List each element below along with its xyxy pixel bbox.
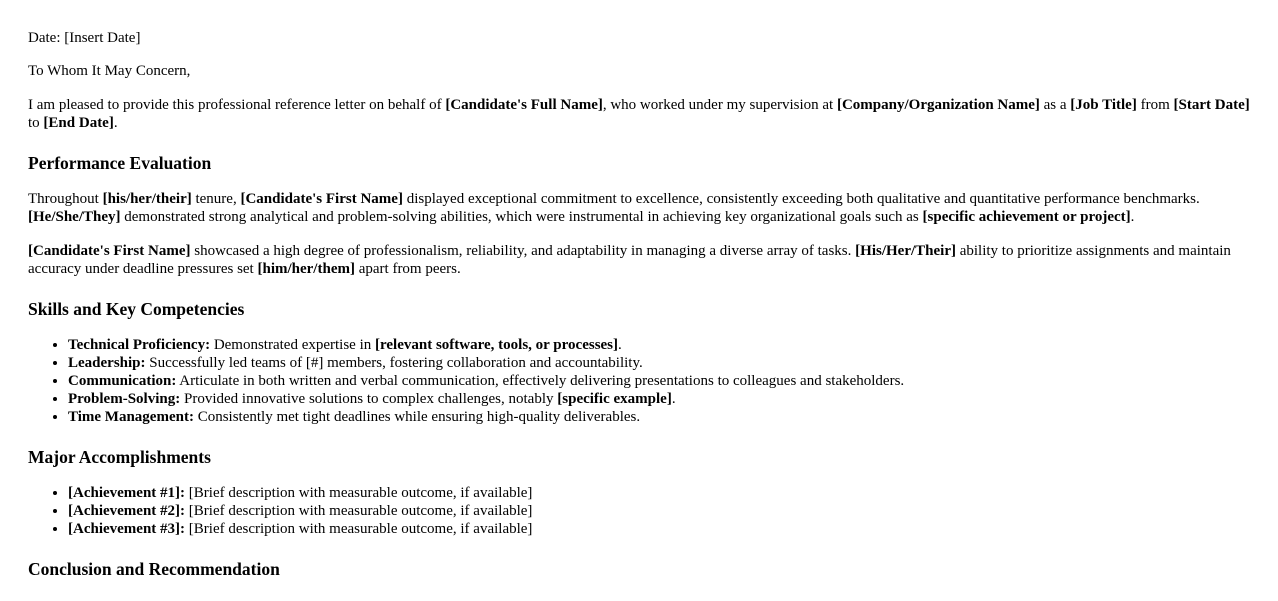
perf1-text-1: Throughout	[28, 191, 103, 207]
skills-list	[28, 336, 1250, 426]
list-item	[68, 502, 1250, 520]
intro-text-1: I am pleased to provide this professional reference letter on behalf of	[28, 97, 446, 113]
list-item	[68, 336, 1250, 354]
perf2-text-3: apart from peers.	[354, 261, 461, 277]
skill-text: Successfully led teams of [#] members, fostering collaboration and accountability.	[145, 355, 643, 371]
skill-text: Consistently met tight deadlines while ensuring high-quality deliverables.	[193, 409, 641, 425]
intro-text-3: as a	[1039, 97, 1071, 113]
achievement-label: [Achievement #2]:	[68, 503, 186, 519]
accomplishments-heading: Major Accomplishments	[28, 447, 211, 467]
skill-label: Problem-Solving:	[68, 391, 181, 407]
perf1-achievement: [specific achievement or project]	[922, 209, 1131, 225]
achievement-text: [Brief description with measurable outcome, if available]	[185, 521, 533, 537]
skill-label: Time Management:	[68, 409, 194, 425]
skill-text: Demonstrated expertise in	[210, 337, 376, 353]
performance-paragraph-2	[28, 242, 1250, 278]
candidate-full-name: [Candidate's Full Name]	[445, 97, 603, 113]
company-name: [Company/Organization Name]	[836, 97, 1040, 113]
perf1-pronoun-poss: [his/her/their]	[102, 191, 192, 207]
date-line: Date: [Insert Date]	[28, 30, 141, 46]
perf1-text-3: displayed exceptional commitment to excellence, consistently exceeding both qualitative and quantitative performance benchmarks.	[402, 191, 1200, 207]
perf2-pronoun-poss: [His/Her/Their]	[855, 243, 956, 259]
achievement-label: [Achievement #3]:	[68, 521, 186, 537]
skill-bold: [relevant software, tools, or processes]	[375, 337, 619, 353]
list-item	[68, 484, 1250, 502]
intro-paragraph	[28, 96, 1250, 132]
conclusion-heading: Conclusion and Recommendation	[28, 559, 280, 579]
perf1-text-4: demonstrated strong analytical and problem-solving abilities, which were instrumental in achieving key organizational goals such as	[120, 209, 923, 225]
perf1-pronoun-subj: [He/She/They]	[28, 209, 121, 225]
perf2-pronoun-obj: [him/her/them]	[257, 261, 355, 277]
intro-text-5: to	[28, 115, 44, 131]
intro-text-6: .	[113, 115, 118, 131]
salutation: To Whom It May Concern,	[28, 63, 191, 79]
perf1-text-5: .	[1130, 209, 1135, 225]
skills-heading: Skills and Key Competencies	[28, 299, 245, 319]
list-item	[68, 520, 1250, 538]
perf2-first-name: [Candidate's First Name]	[28, 243, 191, 259]
achievement-text: [Brief description with measurable outcome, if available]	[185, 485, 533, 501]
skill-label: Communication:	[68, 373, 177, 389]
perf1-text-2: tenure,	[191, 191, 241, 207]
start-date: [Start Date]	[1173, 97, 1250, 113]
skill-bold: [specific example]	[557, 391, 672, 407]
skill-label: Leadership:	[68, 355, 146, 371]
intro-text-2: , who worked under my supervision at	[602, 97, 837, 113]
perf1-first-name: [Candidate's First Name]	[240, 191, 403, 207]
achievement-label: [Achievement #1]:	[68, 485, 186, 501]
performance-heading: Performance Evaluation	[28, 153, 212, 173]
performance-paragraph-1	[28, 190, 1250, 226]
list-item	[68, 354, 1250, 372]
skill-label: Technical Proficiency:	[68, 337, 211, 353]
skill-text-end: .	[671, 391, 676, 407]
list-item	[68, 408, 1250, 426]
list-item	[68, 390, 1250, 408]
skill-text-end: .	[618, 337, 622, 353]
intro-text-4: from	[1136, 97, 1174, 113]
skill-text: Provided innovative solutions to complex challenges, notably	[180, 391, 558, 407]
list-item	[68, 372, 1250, 390]
perf2-text-1: showcased a high degree of professionalism, reliability, and adaptability in managing a diverse array of tasks.	[190, 243, 856, 259]
achievement-text: [Brief description with measurable outcome, if available]	[185, 503, 533, 519]
skill-text: Articulate in both written and verbal communication, effectively delivering presentations to colleagues and stakeholders.	[176, 373, 905, 389]
job-title: [Job Title]	[1070, 97, 1137, 113]
accomplishments-list	[28, 484, 1250, 538]
perf2-text-2: ability to prioritize assignments and maintain accuracy under deadline pressures set	[28, 243, 1231, 277]
end-date: [End Date]	[43, 115, 114, 131]
